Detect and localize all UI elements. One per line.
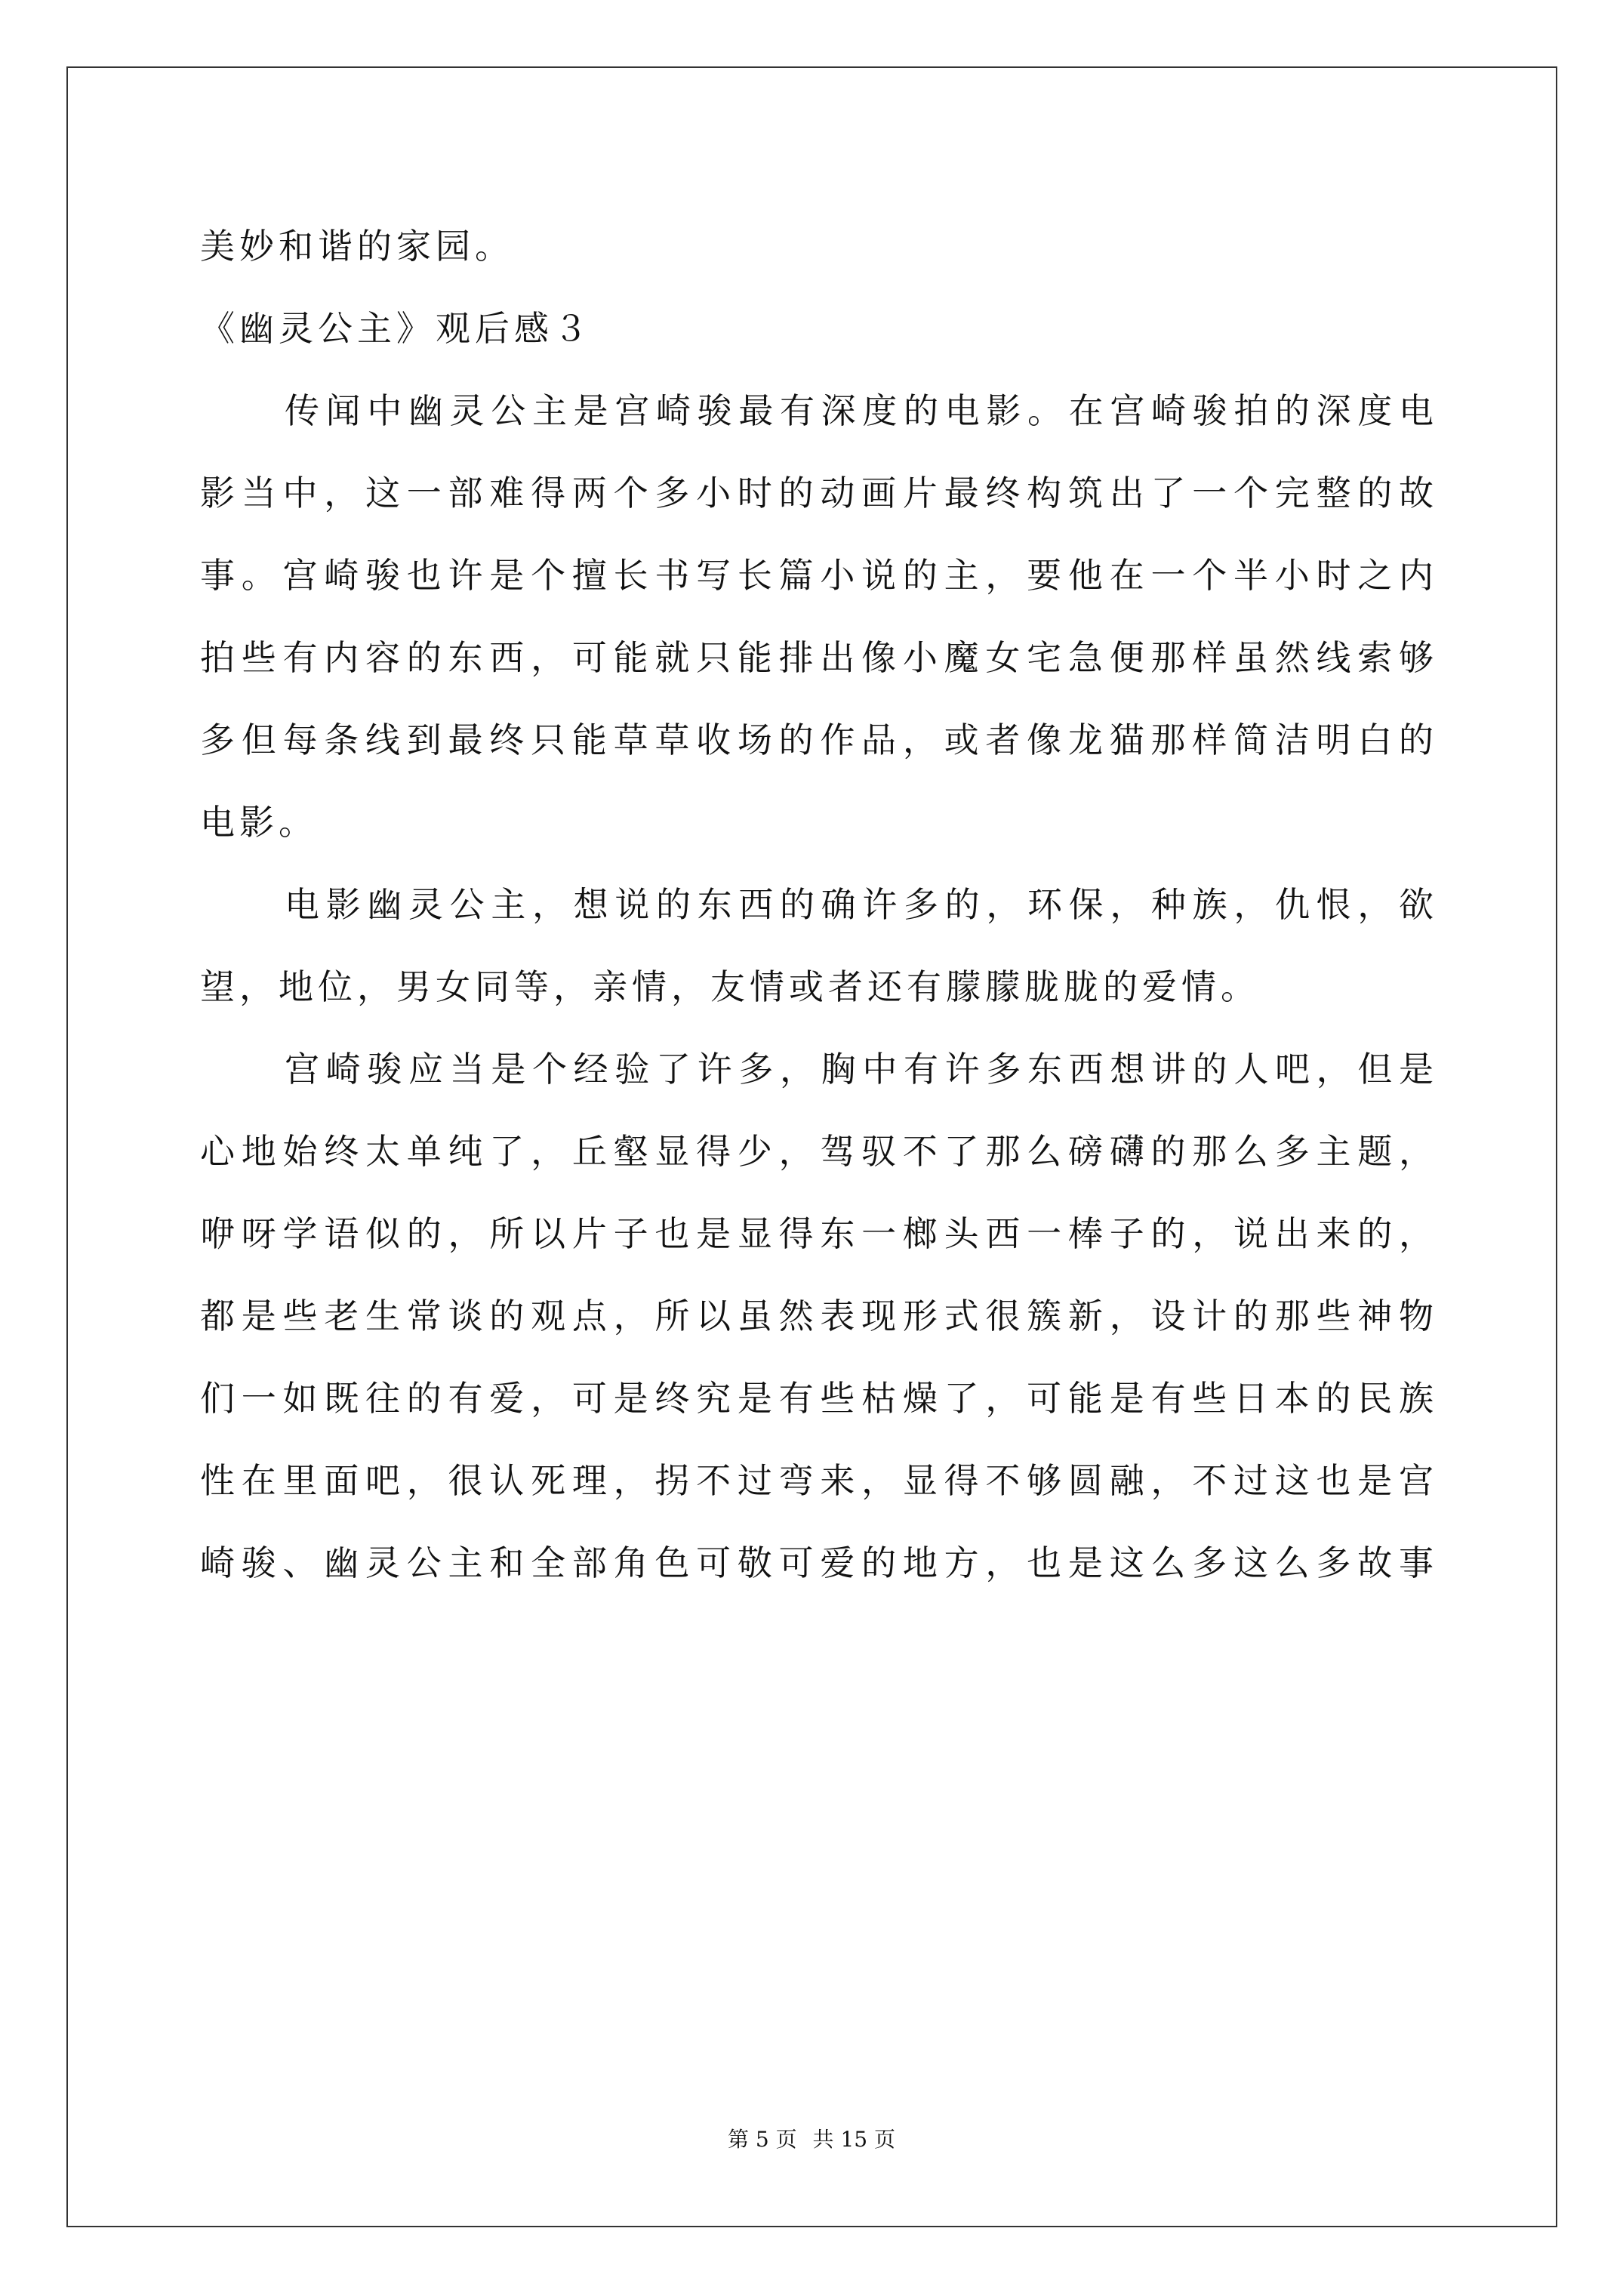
text-line: 性在里面吧，很认死理，拐不过弯来，显得不够圆融，不过这也是宫 <box>200 1460 1438 1501</box>
section-heading: 《幽灵公主》观后感３ <box>200 308 593 349</box>
document-body <box>200 205 1438 1604</box>
text-line: 心地始终太单纯了，丘壑显得少，驾驭不了那么磅礴的那么多主题， <box>200 1131 1438 1172</box>
text-line: 多但每条线到最终只能草草收场的作品，或者像龙猫那样简洁明白的 <box>200 720 1438 760</box>
text-line: 拍些有内容的东西，可能就只能排出像小魔女宅急便那样虽然线索够 <box>200 637 1438 678</box>
text-line: 美妙和谐的家园。 <box>200 226 514 267</box>
text-line: 宫崎骏应当是个经验了许多，胸中有许多东西想讲的人吧，但是 <box>285 1049 1438 1089</box>
text-line: 影当中，这一部难得两个多小时的动画片最终构筑出了一个完整的故 <box>200 473 1438 513</box>
text-line: 事。宫崎骏也许是个擅长书写长篇小说的主，要他在一个半小时之内 <box>200 555 1438 596</box>
text-line: 崎骏、幽灵公主和全部角色可敬可爱的地方，也是这么多这么多故事 <box>200 1542 1438 1583</box>
text-line: 咿呀学语似的，所以片子也是显得东一榔头西一棒子的，说出来的， <box>200 1213 1438 1254</box>
page-footer <box>0 2123 1623 2153</box>
text-line: 电影。 <box>200 802 318 843</box>
text-line: 望，地位，男女同等，亲情，友情或者还有朦朦胧胧的爱情。 <box>200 966 1260 1007</box>
page-number: 第 5 页 <box>728 2127 797 2152</box>
text-line: 们一如既往的有爱，可是终究是有些枯燥了，可能是有些日本的民族 <box>200 1378 1438 1419</box>
page-total: 共 15 页 <box>812 2127 895 2152</box>
text-line: 都是些老生常谈的观点，所以虽然表现形式很簇新，设计的那些神物 <box>200 1296 1438 1336</box>
text-line: 传闻中幽灵公主是宫崎骏最有深度的电影。在宫崎骏拍的深度电 <box>285 390 1438 431</box>
text-line: 电影幽灵公主，想说的东西的确许多的，环保，种族，仇恨，欲 <box>285 884 1438 925</box>
